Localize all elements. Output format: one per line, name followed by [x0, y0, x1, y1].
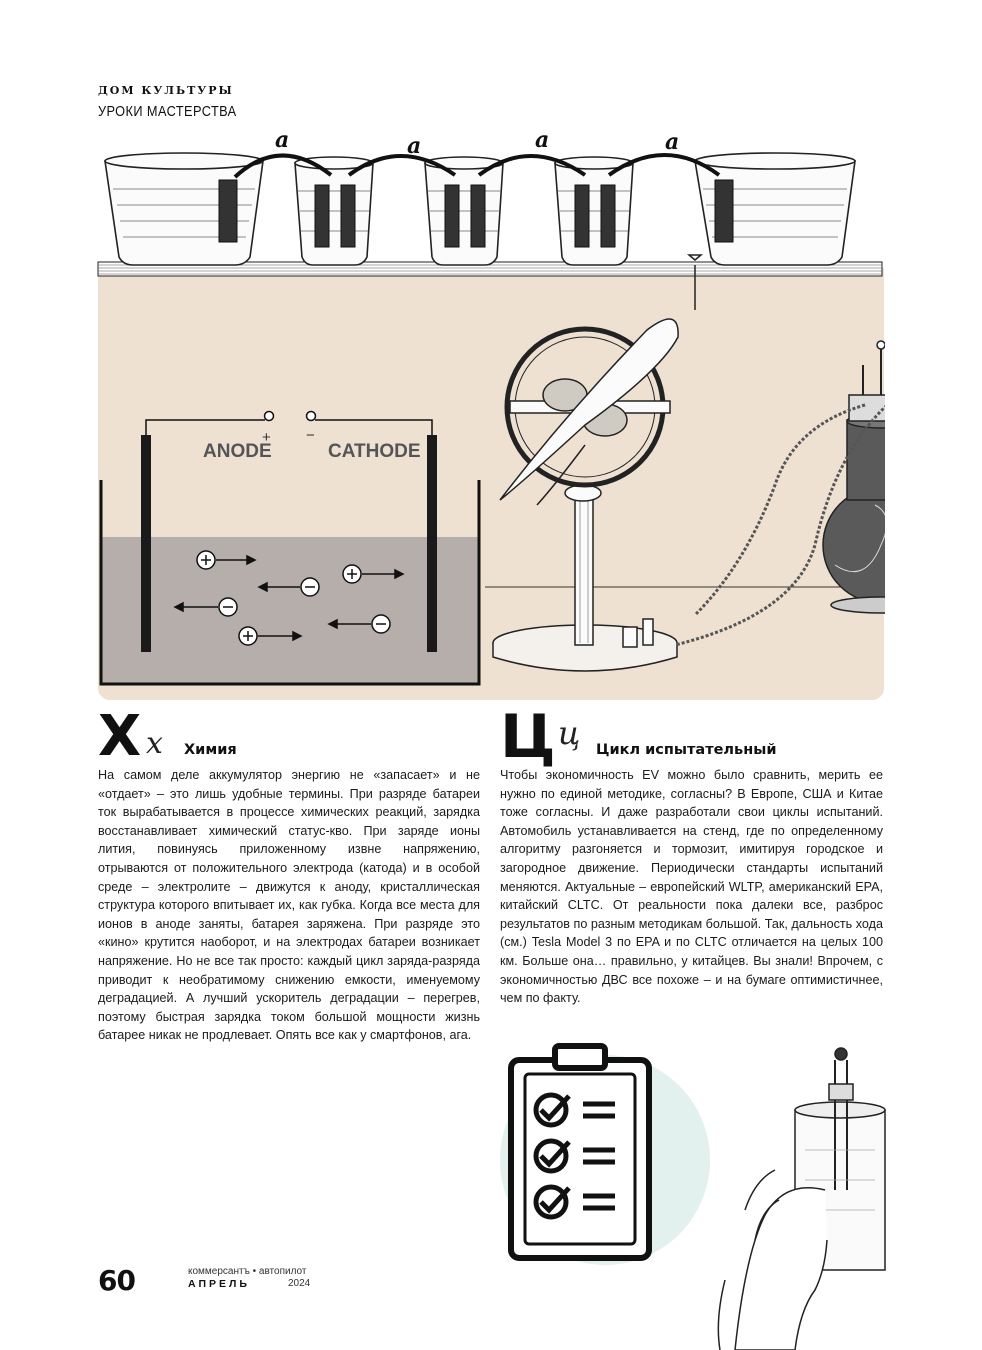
magazine-name: коммерсантъ • автопилот	[188, 1266, 307, 1277]
electrolyte-tank	[101, 412, 479, 685]
anode-label: ANODE	[203, 441, 272, 462]
electrolyte-flask	[675, 341, 885, 645]
electrode-plates	[219, 180, 733, 247]
article-heading-right: Цикл испытательный	[596, 742, 777, 758]
svg-text:a: a	[535, 127, 550, 153]
hand-with-jar	[718, 1048, 885, 1350]
cathode-label: CATHODE	[328, 441, 421, 462]
fan-apparatus	[493, 255, 701, 671]
svg-text:a: a	[275, 127, 290, 153]
battery-illustration	[95, 125, 885, 705]
svg-text:a: a	[407, 133, 422, 159]
section-subtitle: УРОКИ МАСТЕРСТВА	[98, 103, 237, 120]
article-heading-left: Химия	[184, 742, 237, 758]
svg-text:a: a	[665, 129, 680, 155]
clipboard-icon	[511, 1046, 649, 1258]
drop-letter-lower-right: ц	[558, 714, 581, 752]
minus-terminal-sign: −	[306, 427, 315, 444]
issue-year: 2024	[288, 1278, 311, 1289]
drop-letter-upper-right: Ц	[500, 702, 556, 772]
page-number: 60	[98, 1264, 135, 1297]
drop-letter-lower-left: х	[146, 726, 163, 761]
article-body-right: Чтобы экономичность EV можно было сравнить, мерить ее нужно по единой методике, согласны? В Европе, США и Китае тоже согласны. И даже разработали свои циклы испытаний. Автомобиль устанавливается на стенд, где по определенному алгоритму разгоняется и тормозит, имитируя городское и загородное движение. Периодически стандарты испытаний меняются. Актуальные – европейский WLTP, американский EPA, китайский CLTC. От реальности пока далеки все, разброс результатов по разным методикам большой. Так, дальность хода (см.) Tesla Model 3 по EPA и по CLTC отличается на целых 100 км. Больше она… правильно, у китайцев. Вы знали! Впрочем, с экономичностью ДВС все похоже – и на бумаге оптимистичнее, чем по факту.	[500, 768, 883, 1006]
drop-letter-upper-left: Х	[98, 704, 142, 769]
checklist-illustration	[495, 1040, 982, 1350]
wire-labels	[275, 127, 679, 159]
article-body-left: На самом деле аккумулятор энергию не «запасает» и не «отдает» – это лишь удобные термины. При разряде батареи ток вырабатывается в процессе химических реакций, зарядка восстанавливает химический статус-кво. При заряде ионы лития, повинуясь приложенному извне напряжению, отрываются от положительного электрода (катода) и в особой среде – электролите – движутся к аноду, кристаллическая структура которого впитывает их, как губка. Когда все места для ионов в аноде заняты, батарея заряжена. При разряде это «кино» крутится наоборот, и на электродах батареи возникает напряжение. Но не все так просто: каждый цикл заряда-разряда приводит к необратимому снижению емкости, именуемому деградацией. А лучший ускоритель деградации – перегрев, поэтому быстрая зарядка током большой мощности жизнь батарее никак не продлевает. Опять все как у смартфонов, ага.	[98, 768, 480, 1043]
plus-terminal-sign: +	[262, 429, 271, 446]
section-title: ДОМ КУЛЬТУРЫ	[98, 84, 234, 97]
issue-month: АПРЕЛЬ	[188, 1278, 250, 1290]
